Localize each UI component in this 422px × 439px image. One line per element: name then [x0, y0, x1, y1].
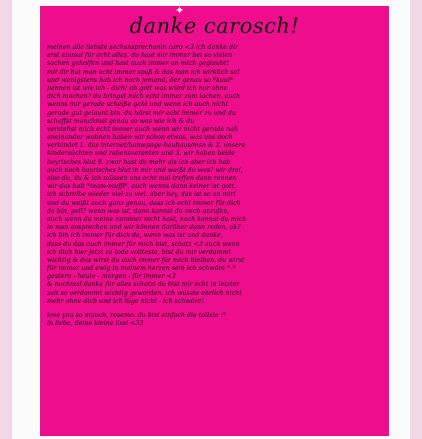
letter-line: & nochmal danke für alles schatzi du bist mir echt in letzter	[47, 281, 240, 289]
letter-line: gestern - heute - morgen - für immer <3	[47, 273, 176, 281]
letter-line: kindersüchten und rabensverenten und 3. wir haben beide	[47, 150, 235, 158]
letter-line: schaffst manchmal genau so was wie ich & du	[47, 117, 195, 125]
letter-line: ich schreibe wieder viel zu viel. aber hey, das ist so an mir!	[47, 191, 237, 199]
sparkle-icon: ✦	[175, 4, 185, 17]
letter-line: wichtig & das wirst du auch immer für mich bleiben. du wirst	[47, 256, 245, 264]
letter-panel	[40, 6, 389, 436]
letter-line: ich bin ich immer für dich da, wenn was ist und danke,	[47, 232, 223, 240]
letter-body	[47, 44, 384, 328]
letter-line: verstehst mich echt immer auch wenn wir nicht gerade nah	[47, 125, 239, 133]
letter-line: also du, du & ich müssen uns echt mal treffen dann rennen	[47, 175, 237, 182]
letter-line: mehr ohne dich und ich lüge nicht - ich schwöre!	[47, 297, 204, 305]
letter-line: meinen alle liebste sechsnsprechenin caro <3 ich danke dir	[47, 44, 239, 51]
right-side-strip	[409, 0, 422, 439]
closing-line: love you so muuch, rosemo. du bist einfach die tollste :*	[47, 312, 226, 319]
letter-line: pennen ist wie ich - dich! oh gott was würd ich nur ohne	[47, 84, 228, 92]
letter-line: dich machen? du bringst mich echt immer zum lachen, auch	[47, 93, 241, 101]
letter-line: zeit so verdammt wichtig geworden. ich wüsste ehrlich nicht	[47, 289, 242, 297]
closing-line: in liebe, deine kleine lissi <33	[47, 320, 144, 328]
letter-line: gerade gut gelaunt bin. du hörst mir echt immer zu und du	[47, 109, 237, 117]
letter-line: in msn ansprechen und wir können darüber dann reden, ok?	[47, 224, 241, 232]
letter-line: für immer und ewig in meinem herzen sein ich schwöre *-*	[47, 265, 236, 273]
letter-line: ich dich hier jetzt zu tode vollteste, bist du mir verdammt	[47, 248, 232, 256]
letter-line: wenns mir gerade scheiße geht und wenn ich auch nicht	[47, 101, 229, 109]
letter-line: bayrisches blut 8. zwar hast du mehr als ich aber ich hab	[47, 158, 231, 166]
letter-line: auch noch bayrisches blut in mir und weißt du was? wir drei,	[47, 166, 243, 174]
letter-line: mit dir hat man echt immer spaß & das man ich wirklich so!	[47, 68, 240, 76]
letter-line: und du weißt auch ganz genau, dass ich echt immer für dich	[47, 199, 241, 207]
letter-title: danke carosch!	[129, 14, 300, 38]
left-side-strip	[0, 0, 13, 439]
letter-line: verbindet 1. das internet/homepage-bauhaus/msn & 2. unsere	[47, 142, 246, 150]
letter-line: wir das halt *team-muffl*, auch wenns dann keiner ist gott.	[47, 183, 237, 191]
letter-line: da bin, gell? wenn was ist, dann kannst du mich anrufen,	[47, 207, 230, 215]
letter-line: erst einmal für echt alles. du hast mir immer bei so vielen	[47, 52, 233, 60]
letter-line: und wenigstens hab ich noch jemand, der genau so *kuul*	[47, 76, 234, 84]
letter-line: auch wenn du meine nummer nicht hast, noch kannst du mich	[47, 215, 247, 223]
letter-line: sachen geholfen und hast auch immer an mich geglaubt!	[47, 60, 229, 68]
letter-line: aneinander wohnen haben wir schon etwas, was uns doch	[47, 134, 233, 142]
letter-line: dass du das auch immer für mich bist, schatz <3 auch wenn	[47, 240, 240, 248]
